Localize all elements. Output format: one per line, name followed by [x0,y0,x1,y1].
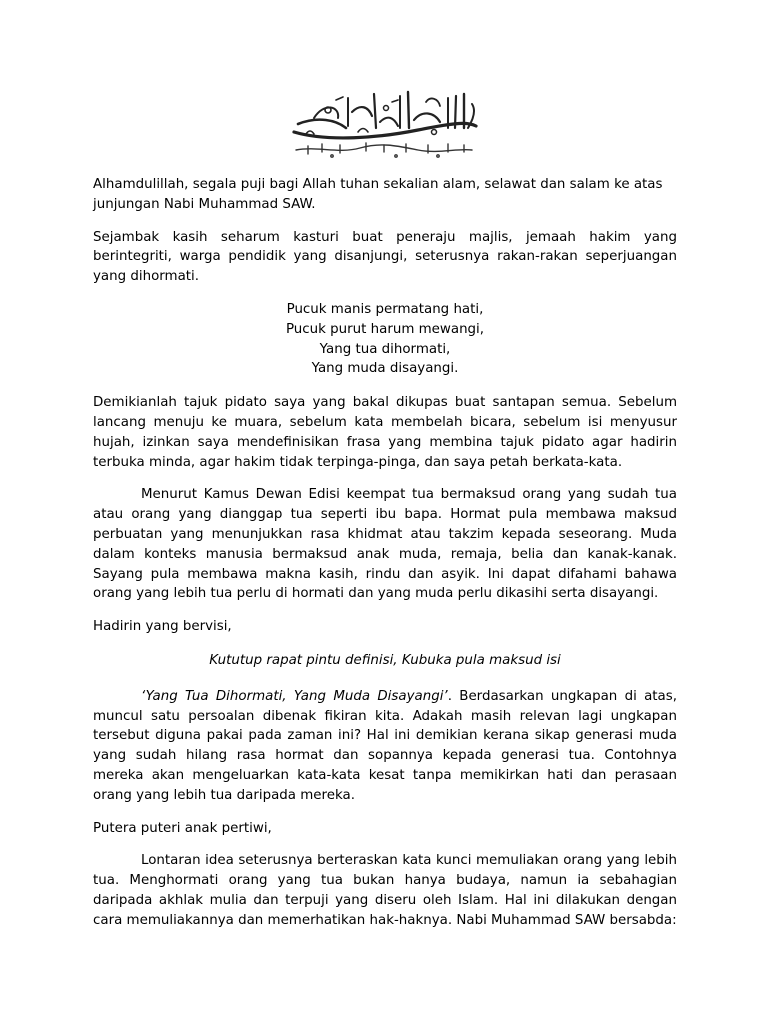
argument-paragraph-1 [93,687,677,806]
argument-text: . Berdasarkan ungkapan di atas, muncul satu persoalan dibenak fikiran kita. Adakah masih relevan lagi ungkapan tersebut diguna pakai pada zaman ini? Hal ini demikian kerana sikap generasi muda yang sudah hilang rasa hormat dan sopannya kepada generasi tua. Contohnya mereka akan mengeluarkan kata-kata kesat tanpa memikirkan hati dan perasaan orang yang lebih tua daripada mereka. [93,688,677,803]
argument-paragraph-2: Lontaran idea seterusnya berteraskan kata kunci memuliakan orang yang lebih tua. Menghormati orang yang tua bukan hanya budaya, namun ia sebahagian daripada akhlak mulia dan terpuji yang diseru oleh Islam. Hal ini dilakukan dengan cara memuliakannya dan memerhatikan hak-haknya. Nabi Muhammad SAW bersabda: [93,853,677,928]
pantun-line: Pucuk manis permatang hati, [286,301,484,317]
opening-paragraph: Alhamdulillah, segala puji bagi Allah tuhan sekalian alam, selawat dan salam ke atas junjungan Nabi Muhammad SAW. [93,177,663,212]
address-putera-puteri: Putera puteri anak pertiwi, [93,820,272,836]
transition-line: Kututup rapat pintu definisi, Kubuka pula maksud isi [209,652,561,668]
pantun-line: Pucuk purut harum mewangi, [285,321,485,337]
pantun-line: Yang tua dihormati, [319,341,451,357]
bismillah-calligraphy-image [288,88,480,160]
pantun-verse [93,300,677,379]
pantun-line: Yang muda disayangi. [311,361,459,377]
address-hadirin: Hadirin yang bervisi, [93,619,232,635]
speech-body [93,175,677,944]
definition-paragraph: Menurut Kamus Dewan Edisi keempat tua bermaksud orang yang sudah tua atau orang yang dianggap tua seperti ibu bapa. Hormat pula membawa maksud perbuatan yang menunjukkan rasa khidmat atau takzim kepada seseorang. Muda dalam konteks manusia bermaksud anak muda, remaja, belia dan kanak-kanak. Sayang pula membawa makna kasih, rindu dan asyik. Ini dapat difahami bahawa orang yang lebih tua perlu di hormati dan yang muda perlu dikasihi serta disayangi. [93,487,677,602]
greeting-paragraph: Sejambak kasih seharum kasturi buat peneraju majlis, jemaah hakim yang berintegriti, warga pendidik yang disanjungi, seterusnya rakan-rakan seperjuangan yang dihormati. [93,229,677,285]
title-quote: ‘Yang Tua Dihormati, Yang Muda Disayangi’ [141,688,448,704]
title-intro-paragraph: Demikianlah tajuk pidato saya yang bakal dikupas buat santapan semua. Sebelum lancang menuju ke muara, sebelum kata membelah bicara, sebelum isi menyusur hujah, izinkan saya mendefinisikan frasa yang membina tajuk pidato agar hadirin terbuka minda, agar hakim tidak terpinga-pinga, dan saya petah berkata-kata. [93,395,677,470]
